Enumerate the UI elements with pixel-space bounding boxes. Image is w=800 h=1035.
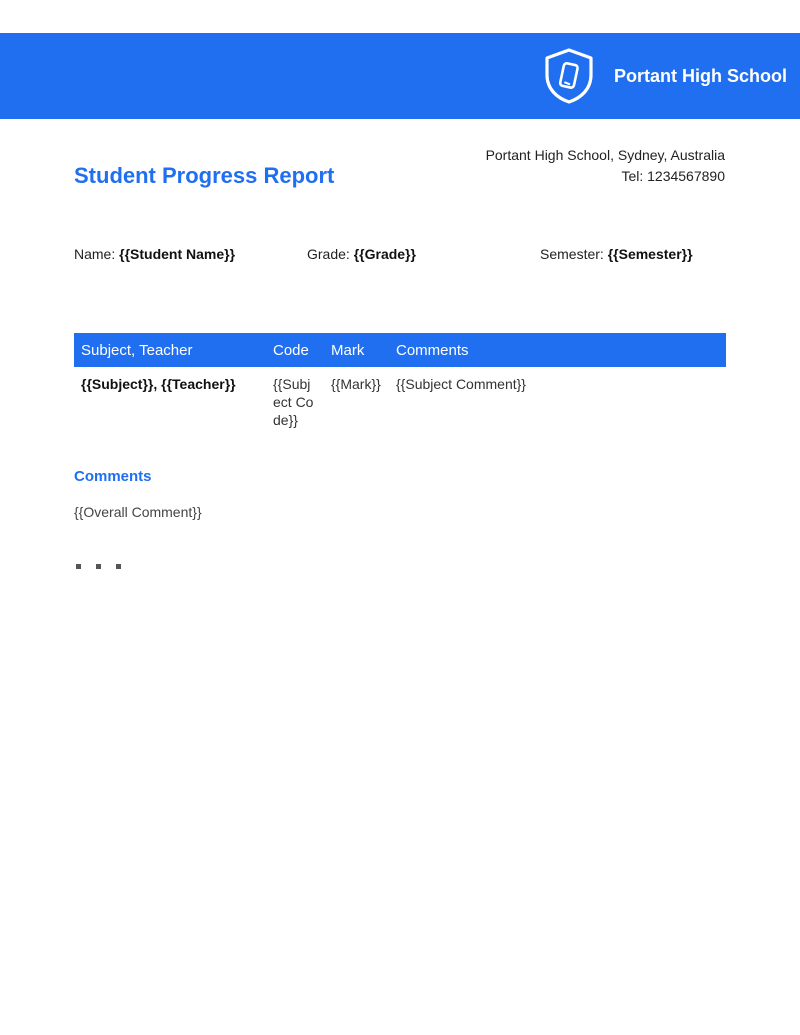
dot-icon [116, 564, 121, 569]
dot-icon [96, 564, 101, 569]
dot-icon [76, 564, 81, 569]
column-header-comments: Comments [389, 333, 726, 367]
header-banner [0, 33, 800, 119]
name-value: {{Student Name}} [119, 246, 236, 262]
semester-field [540, 246, 693, 262]
subject-teacher-cell: {{Subject}}, {{Teacher}} [81, 376, 236, 392]
address-line: Portant High School, Sydney, Australia [485, 147, 725, 163]
table-header-row [74, 333, 726, 367]
student-name-field [74, 246, 235, 262]
column-header-subject-teacher: Subject, Teacher [74, 333, 266, 367]
column-header-code: Code [266, 333, 324, 367]
subjects-table [74, 333, 726, 429]
semester-label: Semester: [540, 246, 608, 262]
shield-logo-icon [542, 47, 596, 105]
grade-label: Grade: [307, 246, 354, 262]
column-header-mark: Mark [324, 333, 389, 367]
mark-cell: {{Mark}} [331, 376, 381, 392]
comments-heading: Comments [74, 468, 152, 485]
semester-value: {{Semester}} [607, 246, 693, 262]
table-row [74, 367, 726, 429]
code-cell: {{Subject Code}} [273, 376, 314, 428]
school-name: Portant High School [614, 66, 787, 86]
grade-field [307, 246, 416, 262]
report-title: Student Progress Report [74, 163, 335, 188]
name-label: Name: [74, 246, 120, 262]
overall-comment: {{Overall Comment}} [74, 504, 202, 520]
comment-cell: {{Subject Comment}} [396, 376, 526, 392]
school-address-block [486, 145, 725, 187]
phone-line: Tel: 1234567890 [621, 168, 725, 184]
grade-value: {{Grade}} [353, 246, 416, 262]
